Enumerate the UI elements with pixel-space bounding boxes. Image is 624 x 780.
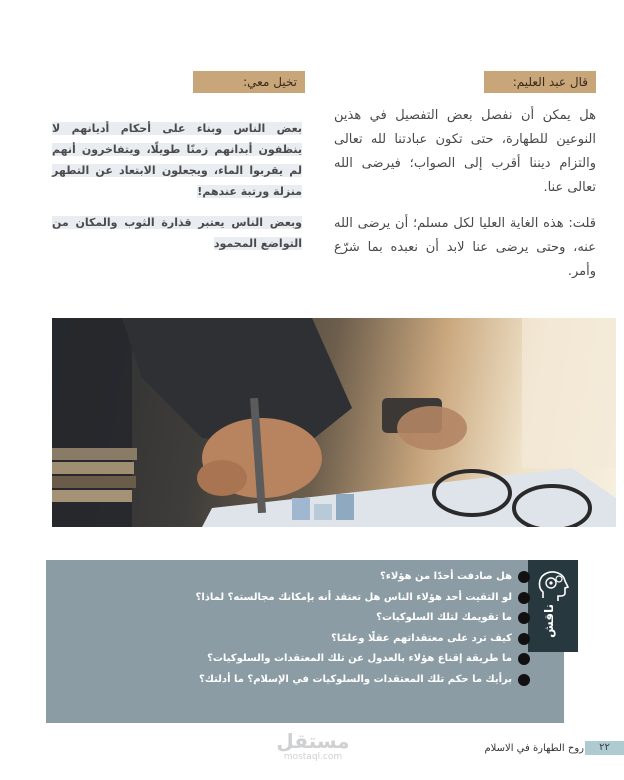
photo-illustration	[52, 318, 616, 527]
list-item	[60, 670, 530, 690]
question-text: برأيك ما حكم تلك المعتقدات والسلوكيات في الإسلام؟ ما أدلتك؟	[198, 673, 512, 685]
bullet-icon	[518, 592, 530, 604]
question-text: هل صادفت أحدًا من هؤلاء؟	[379, 571, 512, 582]
imagine-text: وبعض الناس يعتبر قذارة الثوب والمكان من التواضع المحمود	[52, 216, 302, 250]
watermark-logo	[268, 730, 358, 762]
question-text: ما تقويمك لتلك السلوكيات؟	[376, 612, 512, 623]
list-item	[60, 567, 530, 587]
list-item	[60, 649, 530, 669]
watermark-main: مستقل	[276, 729, 350, 753]
list-item	[60, 608, 530, 628]
discussion-tab	[528, 560, 578, 652]
question-text: كيف ترد على معتقداتهم عقلًا وعلمًا؟	[331, 632, 512, 644]
question-text: ما طريقة إقناع هؤلاء بالعدول عن تلك المعتقدات والسلوكيات؟	[207, 653, 512, 664]
section-header-abdulalim: قال عبد العليم:	[484, 71, 596, 93]
question-text: لو التقيت أحد هؤلاء الناس هل تعتقد أنه بإمكانك مجالسته؟ لماذا؟	[195, 591, 512, 603]
dialogue-paragraph: قلت: هذه الغاية العليا لكل مسلم؛ أن يرضى الله عنه، وحتى يرضى عنا لابد أن نعبده بما شرّع وأمر.	[334, 216, 596, 279]
watermark-sub: mostaql.com	[283, 752, 343, 762]
imagine-paragraph	[52, 118, 302, 202]
discussion-tab-label: ناقش	[542, 604, 556, 638]
list-item	[60, 588, 530, 608]
bullet-icon	[518, 612, 530, 624]
footer-book-title: روح الطهارة في الاسلام	[484, 743, 584, 754]
list-item	[60, 629, 530, 649]
page-number: ٢٢	[585, 741, 624, 755]
imagine-text: بعض الناس وبناء على أحكام أديانهم لا ينظفون أبدانهم زمنًا طويلًا، ويتفاخرون أنهم لم يقربوا الماء، ويجعلون الابتعاد عن التطهر منزلة ورتبة عندهم!	[52, 122, 302, 198]
bullet-icon	[518, 653, 530, 665]
discussion-questions	[60, 567, 530, 690]
dialogue-column	[334, 104, 596, 296]
bullet-icon	[518, 674, 530, 686]
bullet-icon	[518, 571, 530, 583]
imagine-paragraph	[52, 212, 302, 254]
dialogue-paragraph: هل يمكن أن نفصل بعض التفصيل في هذين النوعين للطهارة، حتى تكون عبادتنا لله تعالى والتزام ديننا أقرب إلى الصواب؛ فيرضى الله تعالى عنا.	[334, 108, 596, 195]
bullet-icon	[518, 633, 530, 645]
imagine-column	[52, 118, 302, 264]
head-gears-icon	[535, 568, 571, 604]
section-header-imagine: تخيل معي:	[193, 71, 305, 93]
hand-pen-document-photo	[52, 318, 616, 527]
